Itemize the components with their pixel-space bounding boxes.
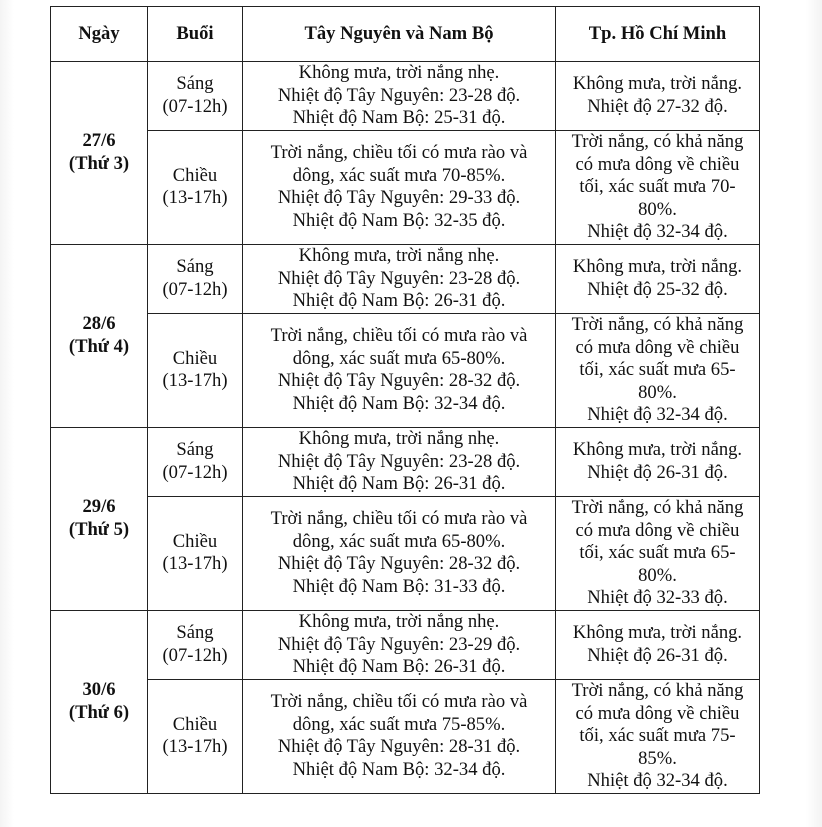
hcm-forecast-cell: Không mưa, trời nắng. Nhiệt độ 25-32 độ.: [556, 244, 760, 313]
header-region: Tây Nguyên và Nam Bộ: [243, 7, 556, 62]
hcm-forecast-cell: Không mưa, trời nắng. Nhiệt độ 26-31 độ.: [556, 610, 760, 679]
session-cell: Sáng (07-12h): [148, 427, 243, 496]
region-forecast-cell: Không mưa, trời nắng nhẹ. Nhiệt độ Tây Nguyên: 23-28 độ. Nhiệt độ Nam Bộ: 25-31 độ.: [243, 62, 556, 131]
session-cell: Sáng (07-12h): [148, 244, 243, 313]
session-cell: Chiều (13-17h): [148, 131, 243, 245]
hcm-forecast-cell: Trời nắng, có khả năng có mưa dông về chiều tối, xác suất mưa 75- 85%. Nhiệt độ 32-34 độ.: [556, 679, 760, 793]
day-cell: 29/6 (Thứ 5): [51, 427, 148, 610]
hcm-forecast-cell: Không mưa, trời nắng. Nhiệt độ 27-32 độ.: [556, 62, 760, 131]
table-body: [51, 62, 760, 794]
table-row: [51, 313, 760, 427]
session-cell: Chiều (13-17h): [148, 313, 243, 427]
table-header: [51, 7, 760, 62]
session-cell: Sáng (07-12h): [148, 610, 243, 679]
table-row: [51, 244, 760, 313]
hcm-forecast-cell: Không mưa, trời nắng. Nhiệt độ 26-31 độ.: [556, 427, 760, 496]
table-row: [51, 496, 760, 610]
session-cell: Chiều (13-17h): [148, 679, 243, 793]
region-forecast-cell: Không mưa, trời nắng nhẹ. Nhiệt độ Tây Nguyên: 23-29 độ. Nhiệt độ Nam Bộ: 26-31 độ.: [243, 610, 556, 679]
region-forecast-cell: Trời nắng, chiều tối có mưa rào và dông, xác suất mưa 70-85%. Nhiệt độ Tây Nguyên: 29-33 độ. Nhiệt độ Nam Bộ: 32-35 độ.: [243, 131, 556, 245]
hcm-forecast-cell: Trời nắng, có khả năng có mưa dông về chiều tối, xác suất mưa 70- 80%. Nhiệt độ 32-34 độ.: [556, 131, 760, 245]
table-row: [51, 679, 760, 793]
session-cell: Chiều (13-17h): [148, 496, 243, 610]
day-cell: 28/6 (Thứ 4): [51, 244, 148, 427]
header-hcm: Tp. Hồ Chí Minh: [556, 7, 760, 62]
table-row: [51, 610, 760, 679]
region-forecast-cell: Trời nắng, chiều tối có mưa rào và dông, xác suất mưa 75-85%. Nhiệt độ Tây Nguyên: 28-31 độ. Nhiệt độ Nam Bộ: 32-34 độ.: [243, 679, 556, 793]
hcm-forecast-cell: Trời nắng, có khả năng có mưa dông về chiều tối, xác suất mưa 65- 80%. Nhiệt độ 32-33 độ.: [556, 496, 760, 610]
table-row: [51, 62, 760, 131]
day-cell: 27/6 (Thứ 3): [51, 62, 148, 245]
region-forecast-cell: Không mưa, trời nắng nhẹ. Nhiệt độ Tây Nguyên: 23-28 độ. Nhiệt độ Nam Bộ: 26-31 độ.: [243, 427, 556, 496]
session-cell: Sáng (07-12h): [148, 62, 243, 131]
header-day: Ngày: [51, 7, 148, 62]
region-forecast-cell: Trời nắng, chiều tối có mưa rào và dông, xác suất mưa 65-80%. Nhiệt độ Tây Nguyên: 28-32 độ. Nhiệt độ Nam Bộ: 31-33 độ.: [243, 496, 556, 610]
header-session: Buổi: [148, 7, 243, 62]
region-forecast-cell: Trời nắng, chiều tối có mưa rào và dông, xác suất mưa 65-80%. Nhiệt độ Tây Nguyên: 28-32 độ. Nhiệt độ Nam Bộ: 32-34 độ.: [243, 313, 556, 427]
header-row: [51, 7, 760, 62]
table-row: [51, 131, 760, 245]
hcm-forecast-cell: Trời nắng, có khả năng có mưa dông về chiều tối, xác suất mưa 65- 80%. Nhiệt độ 32-34 độ.: [556, 313, 760, 427]
weather-forecast-table: [50, 6, 760, 794]
region-forecast-cell: Không mưa, trời nắng nhẹ. Nhiệt độ Tây Nguyên: 23-28 độ. Nhiệt độ Nam Bộ: 26-31 độ.: [243, 244, 556, 313]
day-cell: 30/6 (Thứ 6): [51, 610, 148, 793]
table-row: [51, 427, 760, 496]
